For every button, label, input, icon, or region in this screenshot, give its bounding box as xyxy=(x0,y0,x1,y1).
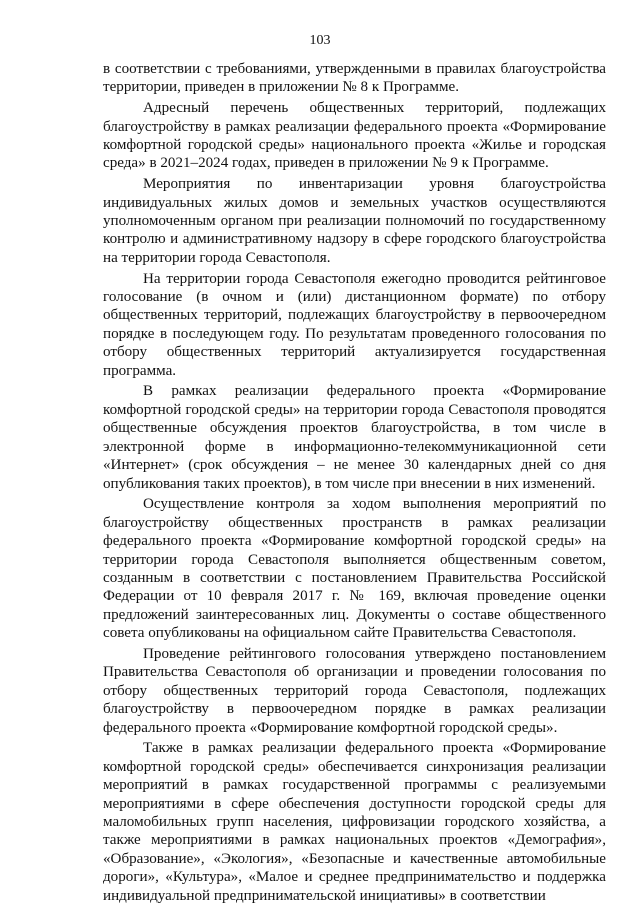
document-text xyxy=(103,60,606,907)
paragraph-synchronization: Также в рамках реализации федерального проекта «Формирование комфортной городской среды» обеспечивается синхронизация реализации мероприятий в рамках государственной программы с реализуемыми мероприятиями в сфере обеспечения доступности городской среды для маломобильных групп населения, цифровизации городского хозяйства, а также мероприятиями в рамках национальных проектов «Демография», «Образование», «Экология», «Безопасные и качественные автомобильные дороги», «Культура», «Малое и среднее предпринимательство и поддержка индивидуальной предпринимательской инициативы» в соответствии xyxy=(103,740,606,904)
page-number: 103 xyxy=(309,33,331,48)
paragraph-rating-vote: На территории города Севастополя ежегодно проводится рейтинговое голосование (в очном и (или) дистанционном формате) по отбору общественных территорий, подлежащих благоустройству в первоочередном порядке в последующем году. По результатам проведенного голосования по отбору общественных территорий актуализируется государственная программа. xyxy=(103,270,606,379)
paragraph-public-council: Осуществление контроля за ходом выполнения мероприятий по благоустройству общественных пространств в рамках реализации федерального проекта «Формирование комфортной городской среды» на территории города Севастополя выполняется общественным советом, созданным в соответствии с постановлением Правительства Российской Федерации от 10 февраля 2017 г. № 169, включая проведение оценки предложений заинтересованных лиц. Документы о составе общественного совета опубликованы на официальном сайте Правительства Севастополя. xyxy=(103,496,606,642)
paragraph-address-list: Адресный перечень общественных территорий, подлежащих благоустройству в рамках реализации федерального проекта «Формирование комфортной городской среды» национального проекта «Жилье и городская среда» в 2021–2024 годах, приведен в приложении № 9 к Программе. xyxy=(103,100,606,172)
paragraph-continuation: в соответствии с требованиями, утвержденными в правилах благоустройства территории, приведен в приложении № 8 к Программе. xyxy=(103,61,606,96)
paragraph-inventory: Мероприятия по инвентаризации уровня благоустройства индивидуальных жилых домов и земельных участков осуществляются уполномоченным органом при реализации полномочий по государственному контролю и административному надзору в сфере городского благоустройства на территории города Севастополя. xyxy=(103,176,606,266)
paragraph-public-discussion: В рамках реализации федерального проекта «Формирование комфортной городской среды» на территории города Севастополя проводятся общественные обсуждения проектов благоустройства, в том числе в электронной форме в информационно-телекоммуникационной сети «Интернет» (срок обсуждения – не менее 30 календарных дней со дня опубликования таких проектов), в том числе при внесении в них изменений. xyxy=(103,383,606,492)
paragraph-vote-approval: Проведение рейтингового голосования утверждено постановлением Правительства Севастополя об организации и проведении голосования по отбору общественных территорий города Севастополя, подлежащих благоустройству в первоочередном порядке в рамках реализации федерального проекта «Формирование комфортной городской среды». xyxy=(103,645,606,736)
